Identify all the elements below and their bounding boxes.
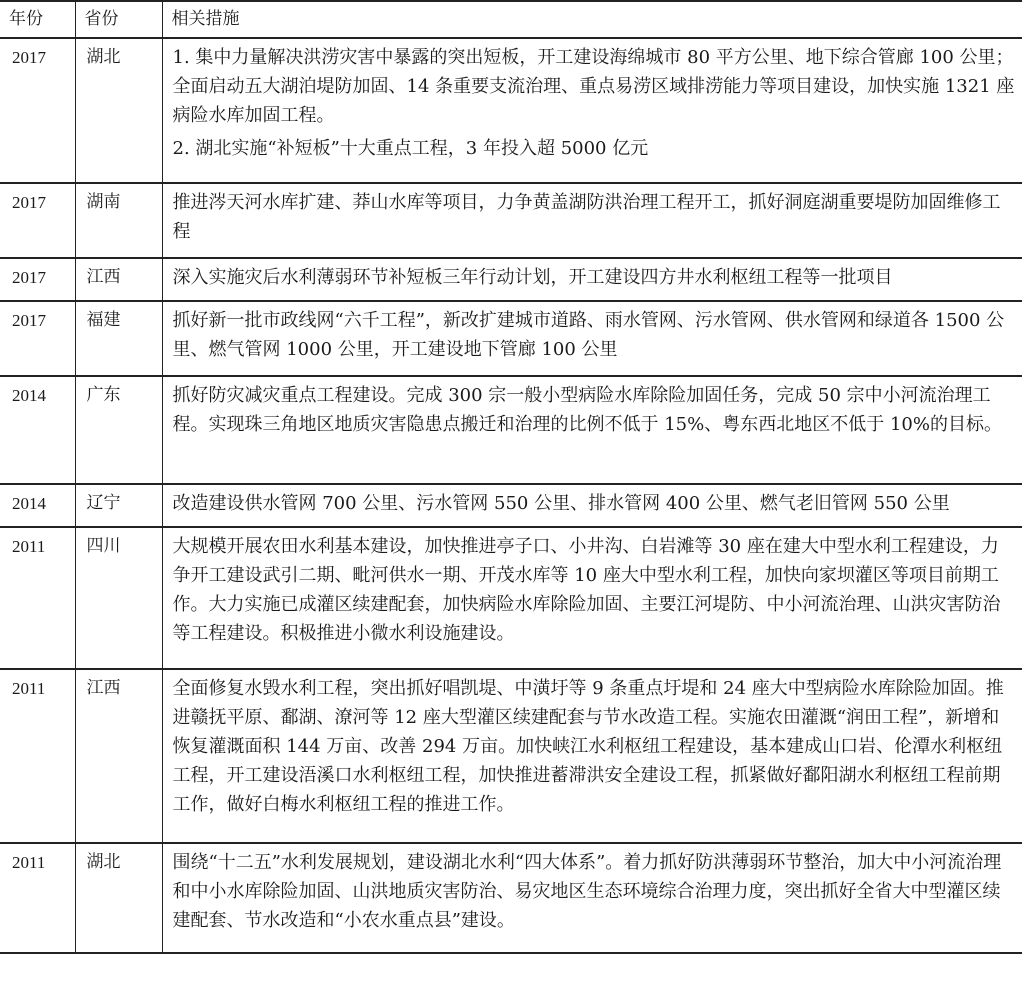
year-cell: 2017 [0, 301, 75, 376]
province-cell: 湖北 [75, 843, 162, 953]
table-row [0, 301, 1022, 376]
measures-cell [162, 183, 1022, 258]
measures-cell [162, 301, 1022, 376]
table-row [0, 183, 1022, 258]
table-row [0, 484, 1022, 527]
table-row [0, 376, 1022, 484]
year-cell: 2017 [0, 38, 75, 183]
measures-cell [162, 484, 1022, 527]
province-cell: 福建 [75, 301, 162, 376]
measures-cell [162, 38, 1022, 183]
table-row [0, 258, 1022, 301]
measure-text: 1. 集中力量解决洪涝灾害中暴露的突出短板，开工建设海绵城市 80 平方公里、地下综合管廊 100 公里；全面启动五大湖泊堤防加固、14 条重要支流治理、重点易涝区域排涝能力等项目建设，加快实施 1321 座病险水库加固工程。 [172, 47, 1015, 126]
province-cell: 湖北 [75, 38, 162, 183]
measure-text: 推进涔天河水库扩建、莽山水库等项目，力争黄盖湖防洪治理工程开工，抓好洞庭湖重要堤防加固维修工程 [172, 192, 1001, 242]
table-row [0, 669, 1022, 843]
province-cell: 湖南 [75, 183, 162, 258]
table-row [0, 527, 1022, 669]
province-cell: 辽宁 [75, 484, 162, 527]
header-measures: 相关措施 [162, 1, 1022, 38]
table-row [0, 38, 1022, 183]
province-cell: 四川 [75, 527, 162, 669]
province-cell: 江西 [75, 669, 162, 843]
province-cell: 广东 [75, 376, 162, 484]
measures-cell [162, 669, 1022, 843]
measures-cell [162, 376, 1022, 484]
province-cell: 江西 [75, 258, 162, 301]
measure-text: 围绕“十二五”水利发展规划，建设湖北水利“四大体系”。着力抓好防洪薄弱环节整治，加大中小河流治理和中小水库除险加固、山洪地质灾害防治、易灾地区生态环境综合治理力度，突出抓好全省大中型灌区续建配套、节水改造和“小农水重点县”建设。 [172, 852, 1002, 931]
year-cell: 2011 [0, 843, 75, 953]
measures-cell [162, 258, 1022, 301]
measure-text: 改造建设供水管网 700 公里、污水管网 550 公里、排水管网 400 公里、燃气老旧管网 550 公里 [172, 493, 950, 514]
table-header-row [0, 1, 1022, 38]
measure-text: 2. 湖北实施“补短板”十大重点工程，3 年投入超 5000 亿元 [172, 138, 649, 159]
measure-text: 全面修复水毁水利工程，突出抓好唱凯堤、中潢圩等 9 条重点圩堤和 24 座大中型病险水库除险加固。推进赣抚平原、鄱湖、潦河等 12 座大型灌区续建配套与节水改造工程。实施农田灌溉“润田工程”，新增和恢复灌溉面积 144 万亩、改善 294 万亩。加快峡江水利枢纽工程建设，基本建成山口岩、伦潭水利枢纽工程，开工建设浯溪口水利枢纽工程，加快推进蓄滞洪安全建设工程，抓紧做好鄱阳湖水利枢纽工程前期工作，做好白梅水利枢纽工程的推进工作。 [172, 678, 1004, 815]
measure-text: 深入实施灾后水利薄弱环节补短板三年行动计划，开工建设四方井水利枢纽工程等一批项目 [172, 267, 893, 288]
header-year: 年份 [0, 1, 75, 38]
year-cell: 2014 [0, 376, 75, 484]
header-province: 省份 [75, 1, 162, 38]
year-cell: 2011 [0, 669, 75, 843]
year-cell: 2017 [0, 183, 75, 258]
measure-text: 抓好防灾减灾重点工程建设。完成 300 宗一般小型病险水库除险加固任务，完成 50 宗中小河流治理工程。实现珠三角地区地质灾害隐患点搬迁和治理的比例不低于 15%、粤东西北地区不低于 10%的目标。 [172, 385, 1002, 435]
year-cell: 2017 [0, 258, 75, 301]
year-cell: 2014 [0, 484, 75, 527]
measures-cell [162, 843, 1022, 953]
measures-cell [162, 527, 1022, 669]
year-cell: 2011 [0, 527, 75, 669]
measure-text: 抓好新一批市政线网“六千工程”，新改扩建城市道路、雨水管网、污水管网、供水管网和绿道各 1500 公里、燃气管网 1000 公里，开工建设地下管廊 100 公里 [172, 310, 1005, 360]
table-row [0, 843, 1022, 953]
measure-text: 大规模开展农田水利基本建设，加快推进亭子口、小井沟、白岩滩等 30 座在建大中型水利工程建设，力争开工建设武引二期、毗河供水一期、开茂水库等 10 座大中型水利工程，加快向家坝灌区等项目前期工作。大力实施已成灌区续建配套，加快病险水库除险加固、主要江河堤防、中小河流治理、山洪灾害防治等工程建设。积极推进小微水利设施建设。 [172, 536, 1001, 644]
